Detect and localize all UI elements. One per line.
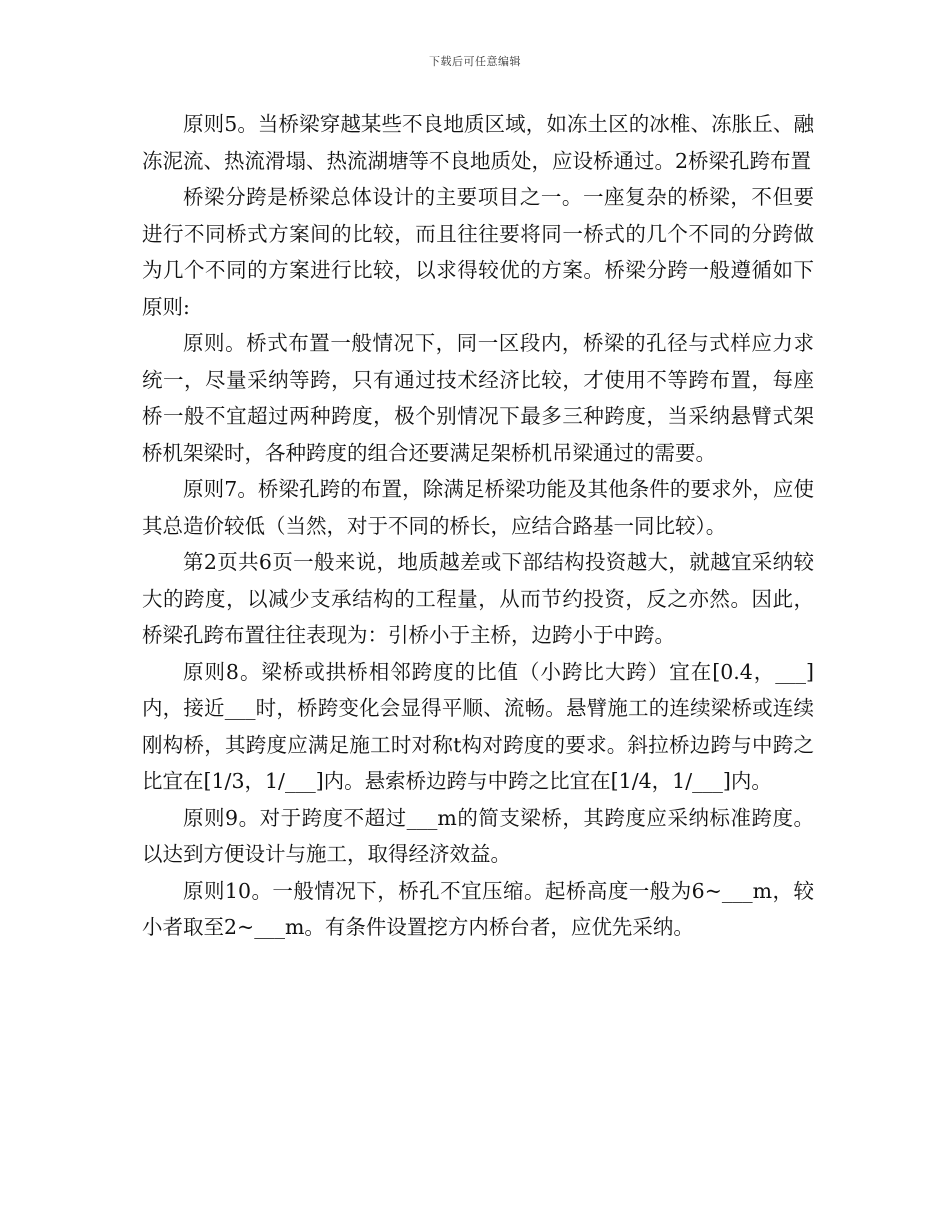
paragraph-principle-layout: 原则。桥式布置一般情况下，同一区段内，桥梁的孔径与式样应力求统一，尽量采纳等跨，只有通过技术经济比较，才使用不等跨布置，每座桥一般不宜超过两种跨度，极个别情况下最多三种跨度，当采纳悬臂式架桥机架梁时，各种跨度的组合还要满足架桥机吊梁通过的需要。: [142, 331, 814, 465]
paragraph-span-division: 桥梁分跨是桥梁总体设计的主要项目之一。一座复杂的桥梁，不但要进行不同桥式方案间的比较，而且往往要将同一桥式的几个不同的分跨做为几个不同的方案进行比较，以求得较优的方案。桥梁分跨一般遵循如下原则:: [142, 185, 814, 319]
paragraph-principle-8: 原则8。梁桥或拱桥相邻跨度的比值（小跨比大跨）宜在[0.4，___]内，接近___时，桥跨变化会显得平顺、流畅。悬臂施工的连续梁桥或连续刚构桥，其跨度应满足施工时对称t构对跨度的要求。斜拉桥边跨与中跨之比宜在[1/3，1/___]内。悬索桥边跨与中跨之比宜在[1/4，1/___]内。: [142, 659, 814, 793]
paragraph-principle-9: 原则9。对于跨度不超过___m的简支梁桥，其跨度应采纳标准跨度。以达到方便设计与施工，取得经济效益。: [142, 805, 814, 866]
document-body: [142, 106, 814, 946]
paragraph-principle-5: 原则5。当桥梁穿越某些不良地质区域，如冻土区的冰椎、冻胀丘、融冻泥流、热流滑塌、热流湖塘等不良地质处，应设桥通过。2桥梁孔跨布置: [142, 112, 814, 173]
page-header: 下载后可任意编辑: [429, 55, 521, 68]
paragraph-principle-10: 原则10。一般情况下，桥孔不宜压缩。起桥高度一般为6~___m，较小者取至2~___m。有条件设置挖方内桥台者，应优先采纳。: [142, 878, 814, 939]
paragraph-principle-7: 原则7。桥梁孔跨的布置，除满足桥梁功能及其他条件的要求外，应使其总造价较低（当然，对于不同的桥长，应结合路基一同比较）。: [142, 477, 814, 538]
paragraph-geology-note: 第2页共6页一般来说，地质越差或下部结构投资越大，就越宜采纳较大的跨度，以减少支承结构的工程量，从而节约投资，反之亦然。因此，桥梁孔跨布置往往表现为：引桥小于主桥，边跨小于中跨。: [142, 550, 814, 647]
